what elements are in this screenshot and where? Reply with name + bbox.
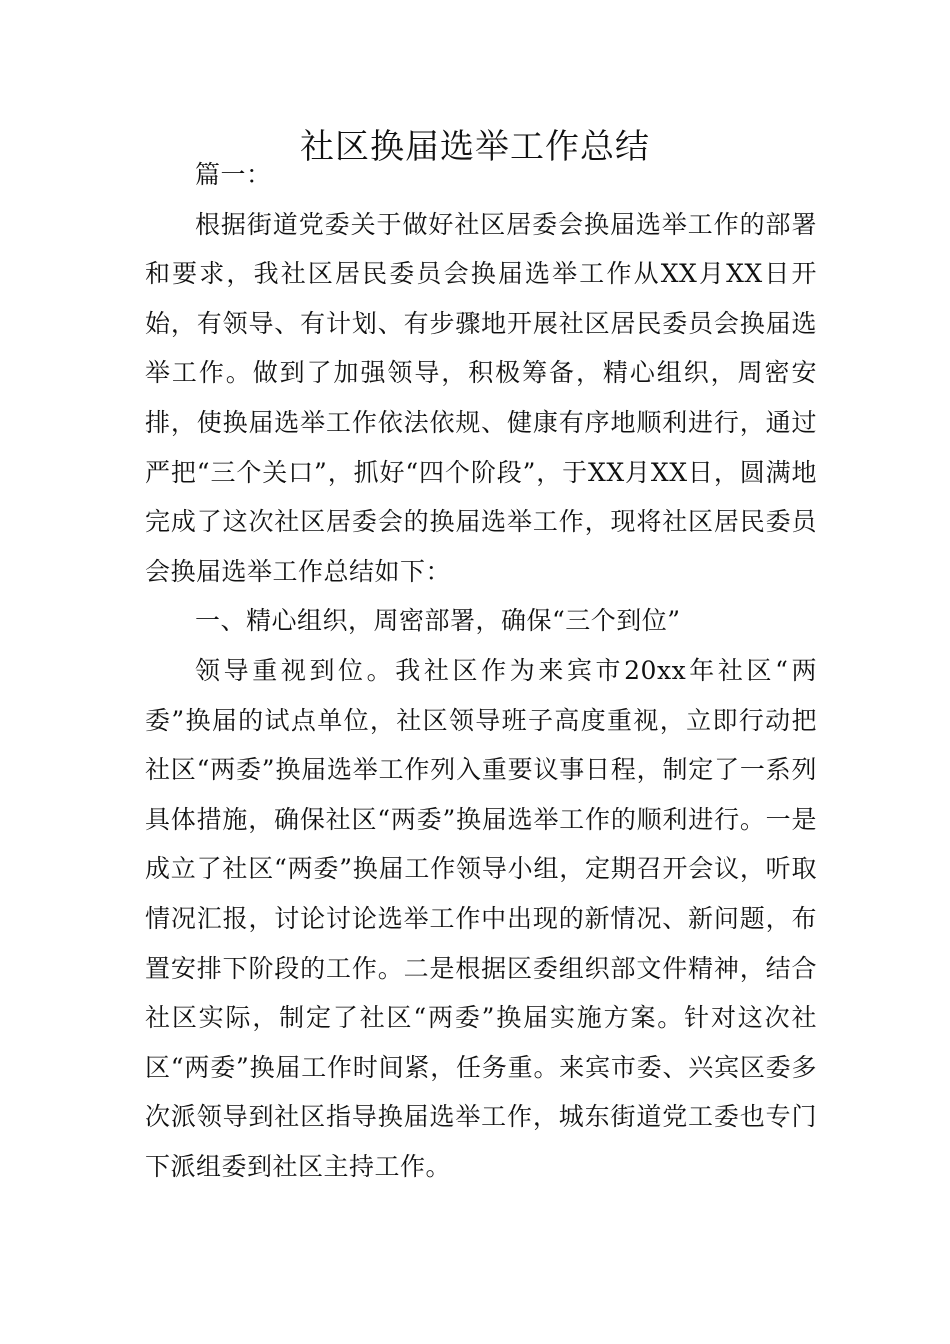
- section-label: 篇一：: [195, 160, 272, 189]
- paragraph-intro: 根据街道党委关于做好社区居委会换届选举工作的部署和要求，我社区居民委员会换届选举工作从XX月XX日开始，有领导、有计划、有步骤地开展社区居民委员会换届选举工作。做到了加强领导，积极筹备，精心组织，周密安排，使换届选举工作依法依规、健康有序地顺利进行，通过严把“三个关口”，抓好“四个阶段”，于XX月XX日，圆满地完成了这次社区居委会的换届选举工作，现将社区居民委员会换届选举工作总结如下：: [145, 209, 817, 586]
- document-title: 社区换届选举工作总结: [300, 127, 650, 167]
- section-heading: 一、精心组织，周密部署，确保“三个到位”: [195, 606, 681, 636]
- paragraph-leadership: 领导重视到位。我社区作为来宾市20xx年社区“两委”换届的试点单位，社区领导班子高度重视，立即行动把社区“两委”换届选举工作列入重要议事日程，制定了一系列具体措施，确保社区“两委”换届选举工作的顺利进行。一是成立了社区“两委”换届工作领导小组，定期召开会议，听取情况汇报，讨论讨论选举工作中出现的新情况、新问题，布置安排下阶段的工作。二是根据区委组织部文件精神，结合社区实际，制定了社区“两委”换届实施方案。针对这次社区“两委”换届工作时间紧，任务重。来宾市委、兴宾区委多次派领导到社区指导换届选举工作，城东街道党工委也专门下派组委到社区主持工作。: [145, 655, 817, 1181]
- document-body: [145, 150, 817, 1191]
